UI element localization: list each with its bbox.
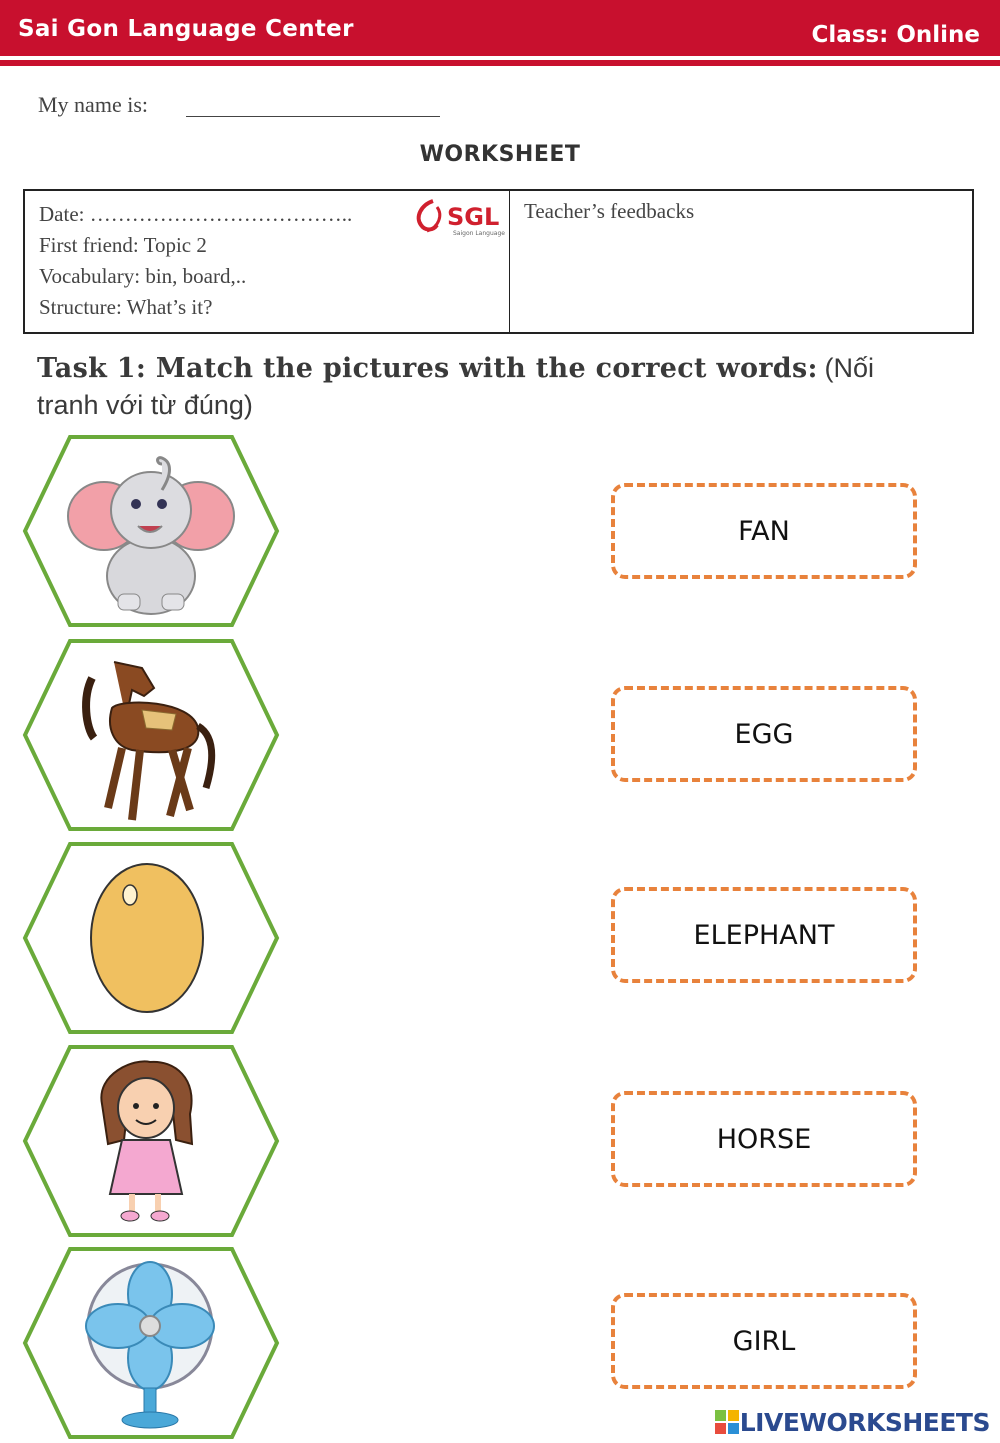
class-label: Class: Online	[811, 22, 980, 48]
header-bar	[0, 0, 1000, 56]
book-line: First friend: Topic 2	[39, 233, 207, 257]
vocabulary-line: Vocabulary: bin, board,..	[39, 264, 247, 288]
word-box-girl[interactable]: GIRL	[611, 1293, 917, 1389]
sgl-logo-subtext: Saigon Language	[453, 230, 505, 237]
word-box-horse[interactable]: HORSE	[611, 1091, 917, 1187]
lesson-info	[39, 199, 352, 323]
word-box-egg[interactable]: EGG	[611, 686, 917, 782]
header-divider	[0, 60, 1000, 66]
horse-picture[interactable]	[22, 638, 280, 832]
word-box-elephant[interactable]: ELEPHANT	[611, 887, 917, 983]
girl-picture[interactable]	[22, 1044, 280, 1238]
teacher-feedback-label: Teacher’s feedbacks	[524, 199, 695, 223]
date-line: Date: ………………………………..	[39, 202, 353, 226]
info-table	[23, 189, 974, 334]
center-name: Sai Gon Language Center	[18, 16, 354, 42]
name-input-line[interactable]	[186, 116, 440, 117]
fan-picture[interactable]	[22, 1246, 280, 1440]
task1-instruction	[37, 350, 917, 423]
name-label: My name is:	[38, 92, 148, 117]
sgl-logo-text: SGL	[447, 203, 500, 231]
sgl-logo	[413, 195, 509, 239]
elephant-picture[interactable]	[22, 434, 280, 628]
worksheet-title: WORKSHEET	[419, 142, 581, 167]
task1-heading: Task 1: Match the pictures with the correct words:	[37, 353, 818, 384]
word-box-fan[interactable]: FAN	[611, 483, 917, 579]
egg-picture[interactable]	[22, 841, 280, 1035]
structure-line: Structure: What’s it?	[39, 295, 213, 319]
liveworksheets-text: LIVEWORKSHEETS	[739, 1407, 990, 1437]
info-divider	[509, 191, 510, 332]
task1-translation: (Nối tranh với từ đúng)	[37, 353, 875, 420]
liveworksheets-logo	[714, 1407, 990, 1437]
liveworksheets-icon	[714, 1409, 740, 1435]
